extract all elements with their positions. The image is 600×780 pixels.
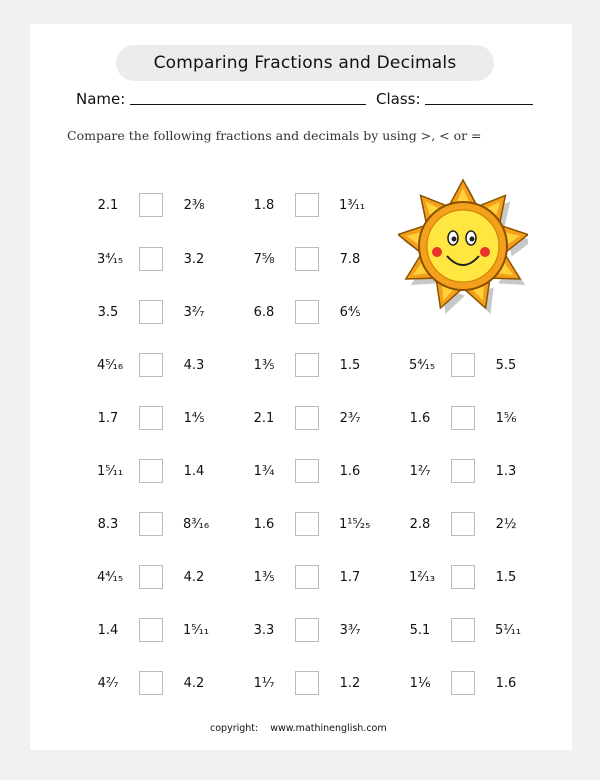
right-value: 1⅚ [495, 411, 517, 426]
answer-box[interactable] [295, 193, 319, 217]
answer-box[interactable] [139, 247, 163, 271]
left-value: 3.3 [253, 623, 275, 638]
comparison-item [97, 459, 217, 485]
comparison-item [253, 618, 373, 644]
copyright-footer [210, 723, 399, 734]
left-value: 1⁵⁄₁₁ [97, 464, 124, 479]
class-label: Class: [376, 90, 421, 108]
comparison-item [253, 353, 373, 379]
left-value: 8.3 [97, 517, 119, 532]
comparison-item [253, 671, 373, 697]
answer-box[interactable] [451, 406, 475, 430]
comparison-item [253, 193, 373, 219]
comparison-item [97, 353, 217, 379]
right-value: 1.5 [495, 570, 517, 585]
comparison-item [409, 512, 529, 538]
right-value: 1.4 [183, 464, 205, 479]
left-value: 1¾ [253, 464, 275, 479]
answer-box[interactable] [451, 353, 475, 377]
left-value: 1.7 [97, 411, 119, 426]
name-label: Name: [76, 90, 126, 108]
comparison-item [97, 193, 217, 219]
left-value: 7⅝ [253, 252, 275, 267]
smiling-sun-icon [398, 176, 528, 316]
right-value: 2³⁄₇ [339, 411, 361, 426]
left-value: 1²⁄₇ [409, 464, 431, 479]
comparison-item [253, 300, 373, 326]
answer-box[interactable] [139, 353, 163, 377]
right-value: 1.7 [339, 570, 361, 585]
left-value: 5⁴⁄₁₅ [409, 358, 436, 373]
class-field-line[interactable] [425, 104, 533, 105]
right-value: 1.6 [495, 676, 517, 691]
left-value: 4²⁄₇ [97, 676, 119, 691]
left-value: 1¹⁄₇ [253, 676, 275, 691]
comparison-item [97, 300, 217, 326]
answer-box[interactable] [295, 565, 319, 589]
left-value: 1⅗ [253, 358, 275, 373]
answer-box[interactable] [451, 512, 475, 536]
answer-box[interactable] [139, 512, 163, 536]
right-value: 1³⁄₁₁ [339, 198, 366, 213]
comparison-item [253, 512, 373, 538]
comparison-item [253, 565, 373, 591]
left-value: 4⁴⁄₁₅ [97, 570, 124, 585]
name-field-line[interactable] [130, 104, 366, 105]
comparison-item [253, 247, 373, 273]
answer-box[interactable] [295, 247, 319, 271]
instructions: Compare the following fractions and decimals by using >, < or = [67, 128, 482, 143]
comparison-item [409, 671, 529, 697]
right-value: 1¹⁵⁄₂₅ [339, 517, 371, 532]
right-value: 5¹⁄₁₁ [495, 623, 522, 638]
right-value: 1⁵⁄₁₁ [183, 623, 210, 638]
right-value: 4.2 [183, 570, 205, 585]
right-value: 3³⁄₇ [339, 623, 361, 638]
right-value: 2⅜ [183, 198, 205, 213]
answer-box[interactable] [139, 193, 163, 217]
left-value: 6.8 [253, 305, 275, 320]
left-value: 2.1 [253, 411, 275, 426]
answer-box[interactable] [295, 353, 319, 377]
comparison-item [97, 565, 217, 591]
right-value: 3²⁄₇ [183, 305, 205, 320]
right-value: 1.6 [339, 464, 361, 479]
answer-box[interactable] [295, 459, 319, 483]
left-value: 1.6 [409, 411, 431, 426]
left-value: 2.8 [409, 517, 431, 532]
comparison-item [97, 406, 217, 432]
answer-box[interactable] [139, 406, 163, 430]
right-value: 1.5 [339, 358, 361, 373]
answer-box[interactable] [451, 671, 475, 695]
comparison-item [97, 247, 217, 273]
left-value: 2.1 [97, 198, 119, 213]
left-value: 3.5 [97, 305, 119, 320]
left-value: 1.6 [253, 517, 275, 532]
comparison-item [409, 565, 529, 591]
left-value: 3⁴⁄₁₅ [97, 252, 124, 267]
right-value: 8³⁄₁₆ [183, 517, 210, 532]
right-value: 3.2 [183, 252, 205, 267]
answer-box[interactable] [451, 459, 475, 483]
left-value: 1²⁄₁₃ [409, 570, 436, 585]
comparison-item [409, 406, 529, 432]
answer-box[interactable] [295, 406, 319, 430]
right-value: 1.2 [339, 676, 361, 691]
right-value: 6⅘ [339, 305, 361, 320]
answer-box[interactable] [139, 618, 163, 642]
right-value: 1⅘ [183, 411, 205, 426]
answer-box[interactable] [139, 671, 163, 695]
right-value: 7.8 [339, 252, 361, 267]
answer-box[interactable] [139, 565, 163, 589]
comparison-item [97, 671, 217, 697]
right-value: 5.5 [495, 358, 517, 373]
right-value: 4.2 [183, 676, 205, 691]
answer-box[interactable] [295, 300, 319, 324]
answer-box[interactable] [295, 618, 319, 642]
comparison-item [409, 459, 529, 485]
comparison-item [253, 459, 373, 485]
left-value: 5.1 [409, 623, 431, 638]
answer-box[interactable] [451, 565, 475, 589]
comparison-item [97, 512, 217, 538]
right-value: 2½ [495, 517, 517, 532]
left-value: 1⅗ [253, 570, 275, 585]
left-value: 1⅙ [409, 676, 431, 691]
comparison-item [409, 618, 529, 644]
comparison-item [409, 353, 529, 379]
left-value: 1.8 [253, 198, 275, 213]
answer-box[interactable] [139, 300, 163, 324]
comparison-item [97, 618, 217, 644]
left-value: 4⁵⁄₁₆ [97, 358, 124, 373]
right-value: 1.3 [495, 464, 517, 479]
comparison-item [253, 406, 373, 432]
left-value: 1.4 [97, 623, 119, 638]
answer-box[interactable] [139, 459, 163, 483]
right-value: 4.3 [183, 358, 205, 373]
copyright-label: copyright: [210, 723, 259, 734]
answer-box[interactable] [451, 618, 475, 642]
worksheet-title: Comparing Fractions and Decimals [116, 45, 494, 81]
answer-box[interactable] [295, 512, 319, 536]
website-link[interactable]: www.mathinenglish.com [270, 723, 387, 734]
answer-box[interactable] [295, 671, 319, 695]
